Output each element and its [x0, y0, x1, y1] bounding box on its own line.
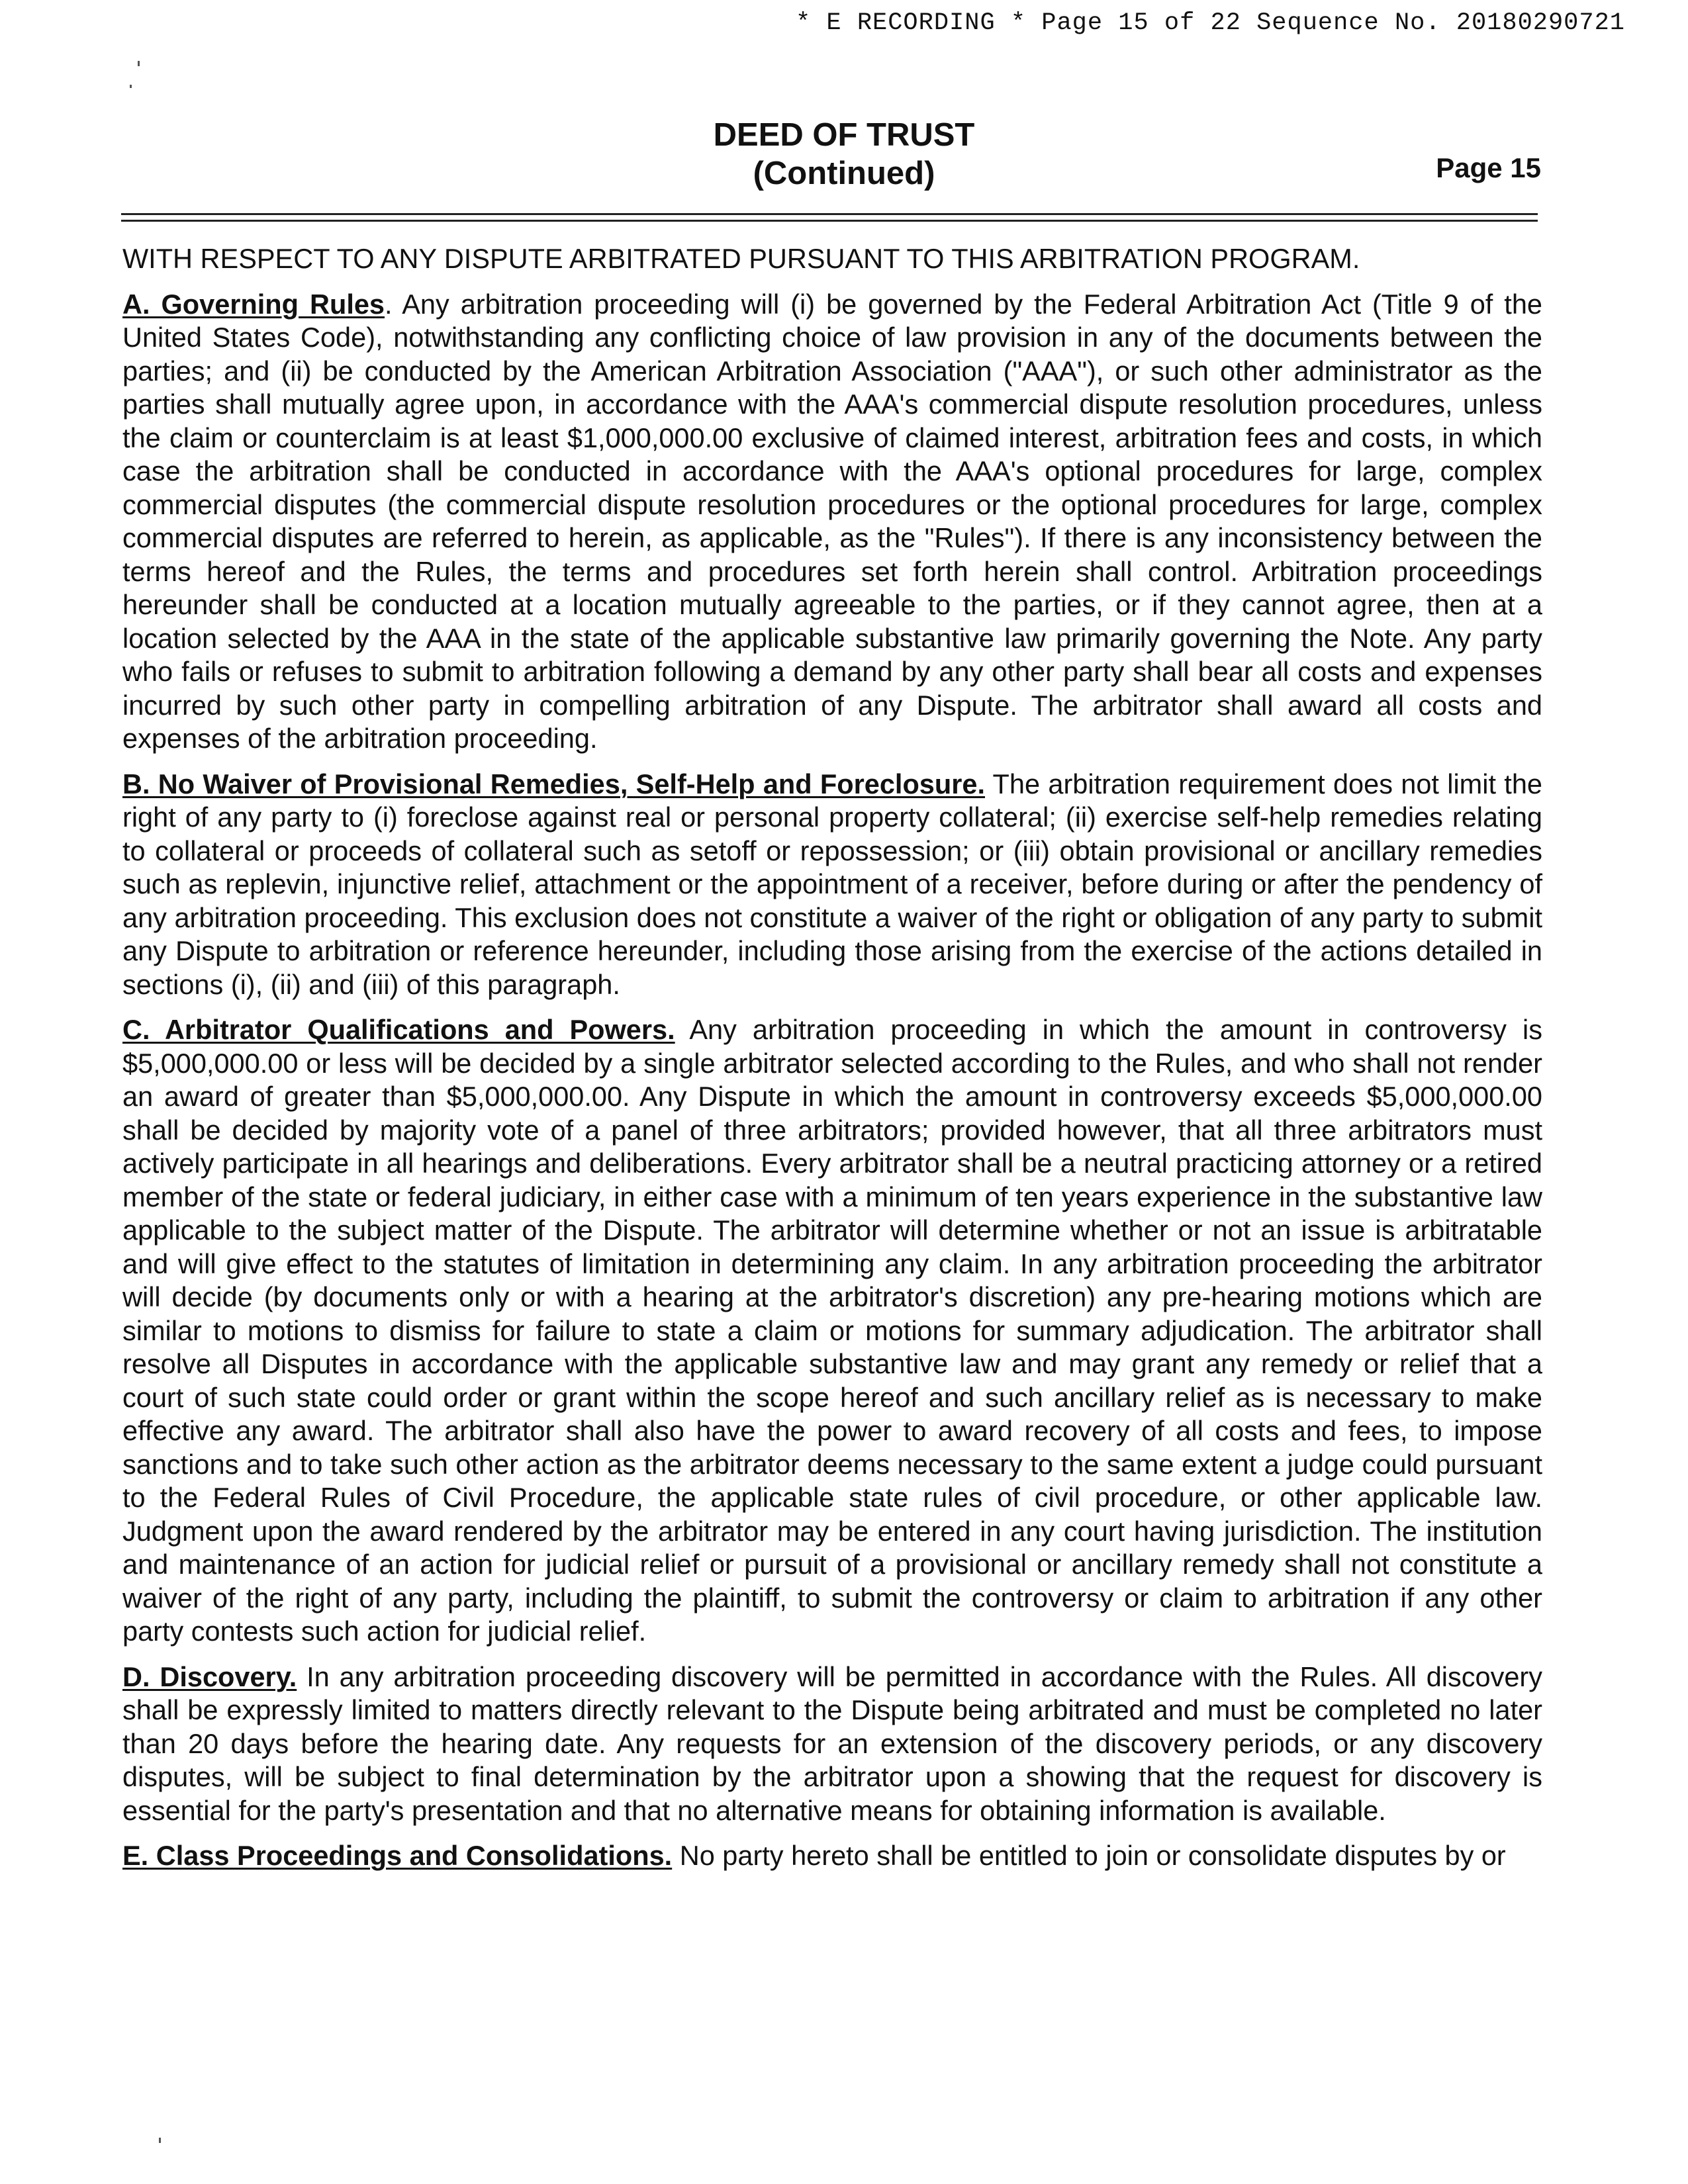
section-b-heading: B. No Waiver of Provisional Remedies, Self-Help and Foreclosure.: [122, 768, 985, 799]
section-d-text: In any arbitration proceeding discovery will be permitted in accordance with the Rules. All discovery shall be expressly limited to matters directly relevant to the Dispute being arbitrated and must be completed no later than 20 days before the hearing date. Any requests for an extension of the discovery periods, or any discovery disputes, will be subject to final determination by the arbitrator upon a showing that the request for discovery is essential for the party's presentation and that no alternative means for obtaining information is available.: [122, 1661, 1542, 1826]
intro-paragraph: WITH RESPECT TO ANY DISPUTE ARBITRATED PURSUANT TO THIS ARBITRATION PROGRAM.: [122, 243, 1360, 274]
section-b-text: The arbitration requirement does not limit the right of any party to (i) foreclose against real or personal property collateral; (ii) exercise self-help remedies relating to collateral or proceeds of collateral such as setoff or repossession; or (iii) obtain provisional or ancillary remedies such as replevin, injunctive relief, attachment or the appointment of a receiver, before during or after the pendency of any arbitration proceeding. This exclusion does not constitute a waiver of the right or obligation of any party to submit any Dispute to arbitration or reference hereunder, including those arising from the exercise of the actions detailed in sections (i), (ii) and (iii) of this paragraph.: [122, 768, 1542, 1000]
section-a: [122, 288, 1542, 756]
scan-speck: [130, 85, 132, 88]
section-d-heading: D. Discovery.: [122, 1661, 297, 1692]
section-a-text: . Any arbitration proceeding will (i) be governed by the Federal Arbitration Act (Title 9 of the United States Code), notwithstanding any conflicting choice of law provision in any of the documents between the parties; and (ii) be conducted by the American Arbitration Association ("AAA"), or such other administrator as the parties shall mutually agree upon, in accordance with the AAA's commercial dispute resolution procedures, unless the claim or counterclaim is at least $1,000,000.00 exclusive of claimed interest, arbitration fees and costs, in which case the arbitration shall be conducted in accordance with the AAA's optional procedures for large, complex commercial disputes (the commercial dispute resolution procedures or the optional procedures for large, complex commercial disputes are referred to herein, as applicable, as the "Rules"). If there is any inconsistency between the terms hereof and the Rules, the terms and procedures set forth herein shall control. Arbitration proceedings hereunder shall be conducted at a location mutually agreeable to the parties, or if they cannot agree, then at a location selected by the AAA in the state of the applicable substantive law primarily governing the Note. Any party who fails or refuses to submit to arbitration following a demand by any other party shall bear all costs and expenses incurred by such other party in compelling arbitration of any Dispute. The arbitrator shall award all costs and expenses of the arbitration proceeding.: [122, 288, 1542, 754]
section-d: [122, 1661, 1542, 1828]
header-rule-top: [121, 213, 1538, 215]
document-title: DEED OF TRUST: [713, 117, 975, 153]
section-a-heading: A. Governing Rules: [122, 288, 385, 320]
recording-header: * E RECORDING * Page 15 of 22 Sequence No. 20180290721: [796, 9, 1625, 37]
document-subtitle: (Continued): [753, 156, 935, 191]
section-c: [122, 1013, 1542, 1649]
scan-speck: [159, 2138, 161, 2143]
section-c-heading: C. Arbitrator Qualifications and Powers.: [122, 1014, 675, 1045]
page-number: Page 15: [1436, 152, 1541, 183]
document-title-block: [0, 116, 1688, 193]
section-c-text: Any arbitration proceeding in which the amount in controversy is $5,000,000.00 or less will be decided by a single arbitrator selected according to the Rules, and who shall not render an award of greater than $5,000,000.00. Any Dispute in which the amount in controversy exceeds $5,000,000.00 shall be decided by majority vote of a panel of three arbitrators; provided however, that all three arbitrators must actively participate in all hearings and deliberations. Every arbitrator shall be a neutral practicing attorney or a retired member of the state or federal judiciary, in either case with a minimum of ten years experience in the substantive law applicable to the subject matter of the Dispute. The arbitrator will determine whether or not an issue is arbitratable and will give effect to the statutes of limitation in determining any claim. In any arbitration proceeding the arbitrator will decide (by documents only or with a hearing at the arbitrator's discretion) any pre-hearing motions which are similar to motions to dismiss for failure to state a claim or motions for summary adjudication. The arbitrator shall resolve all Disputes in accordance with the applicable substantive law and may grant any remedy or relief that a court of such state could order or grant within the scope hereof and such ancillary relief as is necessary to make effective any award. The arbitrator shall also have the power to award recovery of all costs and fees, to impose sanctions and to take such other action as the arbitrator deems necessary to the same extent a judge could pursuant to the Federal Rules of Civil Procedure, the applicable state rules of civil procedure, or other applicable law. Judgment upon the award rendered by the arbitrator may be entered in any court having jurisdiction. The institution and maintenance of an action for judicial relief or pursuit of a provisional or ancillary remedy shall not constitute a waiver of the right of any party, including the plaintiff, to submit the controversy or claim to arbitration if any other party contests such action for judicial relief.: [122, 1014, 1542, 1647]
scan-speck: [138, 61, 140, 66]
section-e-heading: E. Class Proceedings and Consolidations.: [122, 1840, 673, 1871]
document-body: [122, 242, 1542, 1885]
section-e-text: No party hereto shall be entitled to join or consolidate disputes by or: [672, 1840, 1506, 1871]
header-rule-bottom: [121, 220, 1538, 222]
section-b: [122, 768, 1542, 1002]
section-e: [122, 1839, 1542, 1873]
